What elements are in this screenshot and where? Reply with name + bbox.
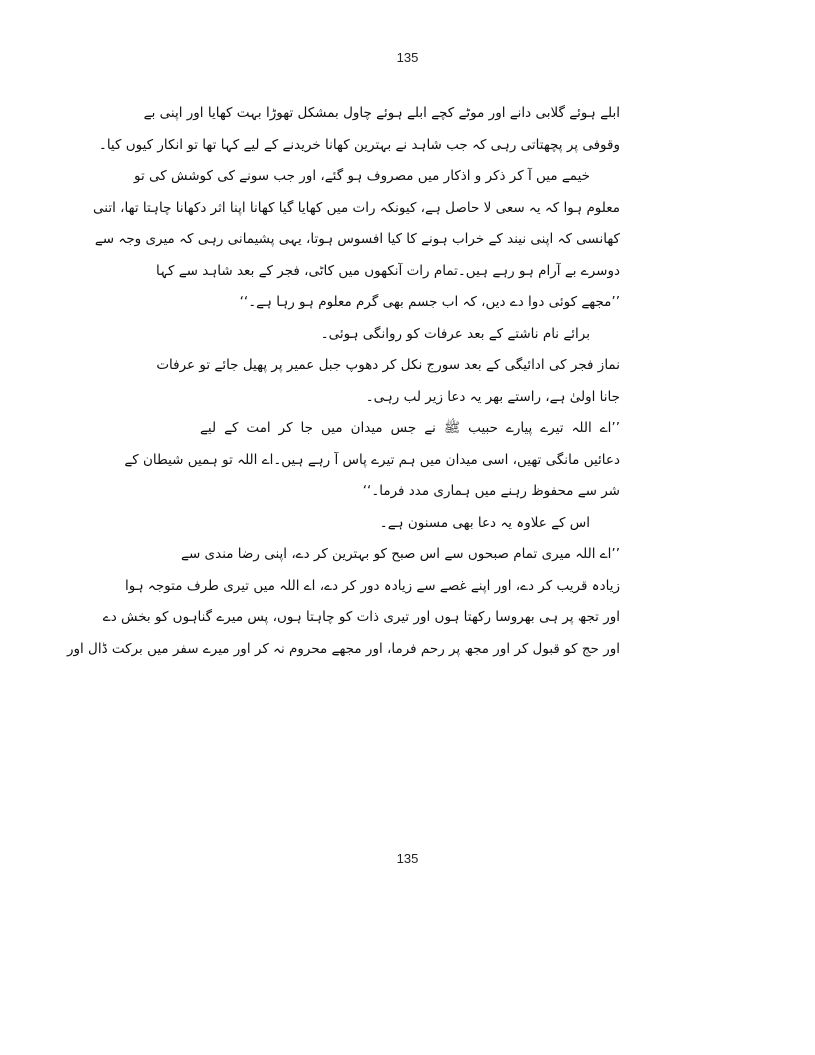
text-line: معلوم ہوا کہ یہ سعی لا حاصل ہے، کیونکہ رات میں کھایا گیا کھانا اپنا اثر دکھانا چاہتا تھا، اتنی [93,199,620,216]
text-line: ابلے ہوئے گلابی دانے اور موٹے کچے ابلے ہوئے چاول بمشکل تھوڑا بہت کھایا اور اپنی بے [143,105,620,121]
text-line: اور حج کو قبول کر اور مجھ پر رحم فرما، اور مجھے محروم نہ کر اور میرے سفر میں برکت ڈال اور [66,640,620,657]
text-line: اس کے علاوہ یہ دعا بھی مسنون ہے۔ [379,514,590,531]
body-text [66,98,620,665]
text-line: اور تجھ پر ہی بھروسا رکھتا ہوں اور تیری ذات کو چاہتا ہوں، پس میرے گناہوں کو بخش دے [102,609,620,625]
page-number-top: 135 [396,50,419,65]
text-line: شر سے محفوظ رہنے میں ہماری مدد فرما۔‘‘ [362,483,620,499]
text-line: برائے نام ناشتے کے بعد عرفات کو روانگی ہوئی۔ [320,325,590,342]
page-number-bottom: 135 [396,851,419,866]
text-line: خیمے میں آ کر ذکر و اذکار میں مصروف ہو گئے، اور جب سونے کی کوشش کی تو [133,168,590,184]
text-line: کھانسی کہ اپنی نیند کے خراب ہونے کا کیا افسوس ہوتا، یہی پشیمانی رہی کہ میری وجہ سے [94,231,620,247]
text-line: زیادہ قریب کر دے، اور اپنے غصے سے زیادہ دور کر دے، اے اللہ میں تیری طرف متوجہ ہوا [124,577,620,594]
text-line: ’’اے اللہ میری تمام صبحوں سے اس صبح کو بہترین کر دے، اپنی رضا مندی سے [181,546,620,562]
text-line: دعائیں مانگی تھیں، اسی میدان میں ہم تیرے پاس آ رہے ہیں۔اے اللہ تو ہمیں شیطان کے [124,451,620,468]
text-line: نماز فجر کی ادائیگی کے بعد سورج نکل کر دھوپ جبل عمیر پر پھیل جائے تو عرفات [156,357,620,373]
text-line: ’’مجھے کوئی دوا دے دیں، کہ اب جسم بھی گرم معلوم ہو رہا ہے۔‘‘ [239,294,620,310]
text-line: وقوفی پر پچھتاتی رہی کہ جب شاہد نے بہترین کھانا خریدنے کے لیے کہا تھا تو انکار کیوں کیا۔ [98,136,620,153]
text-line: ’’اے اللہ تیرے پیارے حبیب ﷺ نے جس میدان میں جا کر امت کے لیے [200,420,620,436]
text-line: دوسرے بے آرام ہو رہے ہیں۔تمام رات آنکھوں میں کاٹی، فجر کے بعد شاہد سے کہا [156,262,620,279]
text-line: جانا اولیٰ ہے، راستے بھر یہ دعا زیر لب رہی۔ [365,388,620,405]
